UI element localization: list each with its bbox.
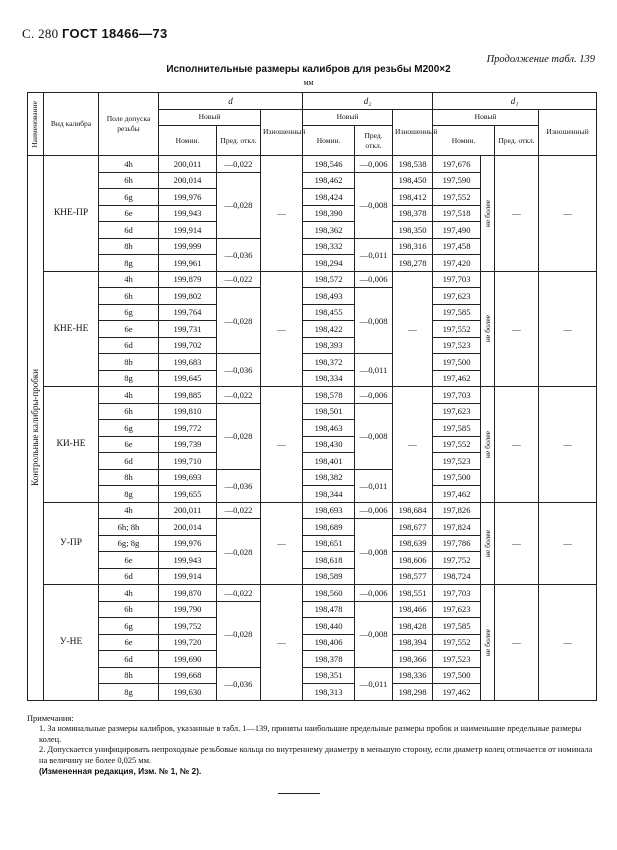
d2-deviation: —0,006 bbox=[355, 585, 393, 602]
tolerance-field: 8g bbox=[99, 255, 159, 272]
d2-nominal: 198,294 bbox=[303, 255, 355, 272]
d1-nominal: 197,703 bbox=[433, 387, 481, 404]
tolerance-field: 8h bbox=[99, 354, 159, 371]
d-worn: — bbox=[261, 156, 303, 272]
d1-nominal: 197,500 bbox=[433, 469, 481, 486]
col-d1-iznosh: Изношенный bbox=[539, 109, 597, 156]
tolerance-field: 8h bbox=[99, 667, 159, 684]
table-body bbox=[28, 156, 597, 701]
d-nominal: 199,943 bbox=[159, 205, 217, 222]
d2-worn: 198,350 bbox=[393, 222, 433, 239]
d2-nominal: 198,390 bbox=[303, 205, 355, 222]
d1-nominal: 197,552 bbox=[433, 634, 481, 651]
col-d1-novyi: Новый bbox=[433, 109, 539, 126]
d-nominal: 199,885 bbox=[159, 387, 217, 404]
d-nominal: 199,961 bbox=[159, 255, 217, 272]
d2-deviation: —0,008 bbox=[355, 601, 393, 667]
d1-limit-text: не более bbox=[483, 430, 493, 458]
d2-worn: 198,684 bbox=[393, 502, 433, 519]
d1-nominal: 197,752 bbox=[433, 552, 481, 569]
d-nominal: 199,752 bbox=[159, 618, 217, 635]
col-d2-novyi: Новый bbox=[303, 109, 393, 126]
col-d-nomin: Номин. bbox=[159, 126, 217, 156]
tolerance-field: 6d bbox=[99, 453, 159, 470]
col-d1-pred: Пред. откл. bbox=[495, 126, 539, 156]
d1-nominal: 198,724 bbox=[433, 568, 481, 585]
d-nominal: 199,976 bbox=[159, 535, 217, 552]
d2-deviation: —0,011 bbox=[355, 238, 393, 271]
d1-nominal: 197,552 bbox=[433, 189, 481, 206]
d1-limit-note bbox=[481, 585, 495, 701]
d2-nominal: 198,378 bbox=[303, 651, 355, 668]
d2-nominal: 198,406 bbox=[303, 634, 355, 651]
d1-nominal: 197,523 bbox=[433, 453, 481, 470]
d2-nominal: 198,440 bbox=[303, 618, 355, 635]
d-nominal: 199,764 bbox=[159, 304, 217, 321]
tolerance-field: 6h bbox=[99, 403, 159, 420]
col-d-iznosh: Изношенный bbox=[261, 109, 303, 156]
page-header bbox=[22, 26, 167, 42]
d2-nominal: 198,462 bbox=[303, 172, 355, 189]
col-d-novyi: Новый bbox=[159, 109, 261, 126]
d-nominal: 199,693 bbox=[159, 469, 217, 486]
d2-nominal: 198,618 bbox=[303, 552, 355, 569]
d1-nominal: 197,585 bbox=[433, 304, 481, 321]
tolerance-field: 6h bbox=[99, 172, 159, 189]
d1-nominal: 197,590 bbox=[433, 172, 481, 189]
footer-rule bbox=[278, 793, 320, 794]
d2-nominal: 198,560 bbox=[303, 585, 355, 602]
d2-nominal: 198,651 bbox=[303, 535, 355, 552]
tolerance-field: 6h bbox=[99, 601, 159, 618]
col-d1-nomin: Номин. bbox=[433, 126, 495, 156]
d2-worn: 198,412 bbox=[393, 189, 433, 206]
d2-worn: 198,428 bbox=[393, 618, 433, 635]
d2-deviation: —0,008 bbox=[355, 172, 393, 238]
d2-worn: 198,366 bbox=[393, 651, 433, 668]
d-deviation: —0,028 bbox=[217, 403, 261, 469]
d1-nominal: 197,703 bbox=[433, 271, 481, 288]
d1-nominal: 197,623 bbox=[433, 601, 481, 618]
table-row bbox=[28, 502, 597, 519]
d2-nominal: 198,589 bbox=[303, 568, 355, 585]
tolerance-field: 8h bbox=[99, 469, 159, 486]
tolerance-field: 8g bbox=[99, 486, 159, 503]
d2-deviation: —0,008 bbox=[355, 519, 393, 585]
d1-nominal: 197,518 bbox=[433, 205, 481, 222]
d1-limit-text: не более bbox=[483, 628, 493, 656]
d2-worn: 198,606 bbox=[393, 552, 433, 569]
d1-nominal: 197,826 bbox=[433, 502, 481, 519]
d1-worn: — bbox=[539, 271, 597, 387]
d-deviation: —0,022 bbox=[217, 585, 261, 602]
d1-nominal: 197,500 bbox=[433, 667, 481, 684]
tolerance-field: 6g bbox=[99, 304, 159, 321]
d-nominal: 199,790 bbox=[159, 601, 217, 618]
group-label-cell bbox=[28, 156, 44, 701]
d2-nominal: 198,578 bbox=[303, 387, 355, 404]
d-nominal: 199,683 bbox=[159, 354, 217, 371]
table-row bbox=[28, 156, 597, 173]
tolerance-field: 4h bbox=[99, 387, 159, 404]
d-deviation: —0,022 bbox=[217, 156, 261, 173]
d1-nominal: 197,420 bbox=[433, 255, 481, 272]
notes bbox=[27, 714, 596, 776]
d-deviation: —0,028 bbox=[217, 519, 261, 585]
note-1: 1. За номинальные размеры калибров, указанные в табл. 1—139, приняты наибольшие предельные размеры пробок и наименьшие предельные размеры колец. bbox=[39, 724, 582, 744]
tolerance-field: 6e bbox=[99, 552, 159, 569]
tolerance-field: 6g bbox=[99, 618, 159, 635]
d1-limit-note bbox=[481, 156, 495, 272]
col-d2-nomin: Номин. bbox=[303, 126, 355, 156]
d-nominal: 199,720 bbox=[159, 634, 217, 651]
notes-heading: Примечания: bbox=[27, 714, 74, 723]
page-number: С. 280 bbox=[22, 26, 59, 41]
d2-nominal: 198,422 bbox=[303, 321, 355, 338]
d2-nominal: 198,455 bbox=[303, 304, 355, 321]
tolerance-field: 6g; 8g bbox=[99, 535, 159, 552]
d1-nominal: 197,676 bbox=[433, 156, 481, 173]
d-deviation: —0,036 bbox=[217, 354, 261, 387]
d1-nominal: 197,552 bbox=[433, 436, 481, 453]
tolerance-field: 6d bbox=[99, 568, 159, 585]
d2-nominal: 198,313 bbox=[303, 684, 355, 701]
d2-deviation: —0,008 bbox=[355, 403, 393, 469]
d-nominal: 199,802 bbox=[159, 288, 217, 305]
tolerance-field: 6g bbox=[99, 189, 159, 206]
table-title: Исполнительные размеры калибров для резьбы М200×2 bbox=[166, 64, 451, 75]
d-deviation: —0,028 bbox=[217, 288, 261, 354]
d2-nominal: 198,344 bbox=[303, 486, 355, 503]
d1-deviation: — bbox=[495, 502, 539, 585]
gauge-dimensions-table bbox=[27, 92, 597, 701]
col-pole: Поле допуска резьбы bbox=[99, 93, 159, 156]
d2-nominal: 198,332 bbox=[303, 238, 355, 255]
d2-nominal: 198,478 bbox=[303, 601, 355, 618]
d2-nominal: 198,689 bbox=[303, 519, 355, 536]
d-nominal: 199,879 bbox=[159, 271, 217, 288]
col-naimenovanie: Наименование bbox=[28, 93, 44, 156]
d1-nominal: 197,824 bbox=[433, 519, 481, 536]
d1-limit-text: не более bbox=[483, 199, 493, 227]
d1-nominal: 197,623 bbox=[433, 403, 481, 420]
d1-limit-note bbox=[481, 502, 495, 585]
gauge-type: КИ-НЕ bbox=[44, 387, 99, 503]
d-nominal: 199,999 bbox=[159, 238, 217, 255]
tolerance-field: 8g bbox=[99, 684, 159, 701]
d2-nominal: 198,393 bbox=[303, 337, 355, 354]
d1-limit-text: не более bbox=[483, 529, 493, 557]
d2-nominal: 198,693 bbox=[303, 502, 355, 519]
table-header bbox=[28, 93, 597, 156]
d-nominal: 200,014 bbox=[159, 519, 217, 536]
d2-worn: 198,639 bbox=[393, 535, 433, 552]
tolerance-field: 6d bbox=[99, 651, 159, 668]
d1-nominal: 197,500 bbox=[433, 354, 481, 371]
tolerance-field: 4h bbox=[99, 502, 159, 519]
d2-nominal: 198,334 bbox=[303, 370, 355, 387]
d1-deviation: — bbox=[495, 585, 539, 701]
d-nominal: 200,011 bbox=[159, 156, 217, 173]
d2-deviation: —0,008 bbox=[355, 288, 393, 354]
d1-nominal: 197,623 bbox=[433, 288, 481, 305]
table-unit: мм bbox=[303, 78, 314, 87]
d2-worn: 198,677 bbox=[393, 519, 433, 536]
col-d: d bbox=[159, 93, 303, 110]
d1-limit-note bbox=[481, 271, 495, 387]
d1-deviation: — bbox=[495, 387, 539, 503]
group-label: Контрольные калибры-пробки bbox=[30, 369, 40, 487]
d-deviation: —0,036 bbox=[217, 667, 261, 700]
d2-worn: 198,336 bbox=[393, 667, 433, 684]
col-vid: Вид калибра bbox=[44, 93, 99, 156]
d2-nominal: 198,493 bbox=[303, 288, 355, 305]
d1-deviation: — bbox=[495, 156, 539, 272]
document-code: ГОСТ 18466—73 bbox=[62, 26, 168, 41]
tolerance-field: 4h bbox=[99, 271, 159, 288]
d2-worn: 198,298 bbox=[393, 684, 433, 701]
d-worn: — bbox=[261, 502, 303, 585]
note-2: 2. Допускается унифицировать непроходные резьбовые кольца по внутреннему диаметру в меньшую сторону, если диаметр колец отличается от номинала на величину не более 0,025 мм. bbox=[39, 745, 593, 765]
d2-nominal: 198,351 bbox=[303, 667, 355, 684]
d-deviation: —0,028 bbox=[217, 172, 261, 238]
d-nominal: 199,702 bbox=[159, 337, 217, 354]
d1-nominal: 197,523 bbox=[433, 337, 481, 354]
tolerance-field: 6g bbox=[99, 420, 159, 437]
d1-nominal: 197,462 bbox=[433, 684, 481, 701]
d1-worn: — bbox=[539, 585, 597, 701]
d2-worn: 198,394 bbox=[393, 634, 433, 651]
d2-deviation: —0,006 bbox=[355, 502, 393, 519]
d-nominal: 199,976 bbox=[159, 189, 217, 206]
d2-nominal: 198,362 bbox=[303, 222, 355, 239]
d1-nominal: 197,462 bbox=[433, 370, 481, 387]
d-nominal: 199,870 bbox=[159, 585, 217, 602]
d1-nominal: 197,490 bbox=[433, 222, 481, 239]
d1-nominal: 197,786 bbox=[433, 535, 481, 552]
tolerance-field: 6h bbox=[99, 288, 159, 305]
d2-nominal: 198,372 bbox=[303, 354, 355, 371]
d-nominal: 199,645 bbox=[159, 370, 217, 387]
d2-nominal: 198,463 bbox=[303, 420, 355, 437]
tolerance-field: 8h bbox=[99, 238, 159, 255]
d2-worn: 198,378 bbox=[393, 205, 433, 222]
tolerance-field: 6d bbox=[99, 222, 159, 239]
d-deviation: —0,022 bbox=[217, 502, 261, 519]
edition-note: (Измененная редакция, Изм. № 1, № 2). bbox=[39, 766, 202, 777]
d-nominal: 199,810 bbox=[159, 403, 217, 420]
d1-nominal: 197,458 bbox=[433, 238, 481, 255]
d2-nominal: 198,501 bbox=[303, 403, 355, 420]
d2-nominal: 198,430 bbox=[303, 436, 355, 453]
d-worn: — bbox=[261, 271, 303, 387]
d-deviation: —0,036 bbox=[217, 238, 261, 271]
table-continuation: Продолжение табл. 139 bbox=[486, 54, 595, 65]
d-nominal: 200,011 bbox=[159, 502, 217, 519]
d-nominal: 200,014 bbox=[159, 172, 217, 189]
table-row bbox=[28, 271, 597, 288]
col-d2: d₂ bbox=[303, 93, 433, 110]
d-nominal: 199,739 bbox=[159, 436, 217, 453]
table-row bbox=[28, 387, 597, 404]
d1-nominal: 197,462 bbox=[433, 486, 481, 503]
tolerance-field: 6e bbox=[99, 436, 159, 453]
d2-worn: 198,450 bbox=[393, 172, 433, 189]
d-deviation: —0,036 bbox=[217, 469, 261, 502]
tolerance-field: 6h; 8h bbox=[99, 519, 159, 536]
tolerance-field: 6e bbox=[99, 634, 159, 651]
d2-worn: 198,278 bbox=[393, 255, 433, 272]
d2-worn: 198,577 bbox=[393, 568, 433, 585]
d2-deviation: —0,011 bbox=[355, 667, 393, 700]
d2-deviation: —0,011 bbox=[355, 469, 393, 502]
d1-worn: — bbox=[539, 156, 597, 272]
d2-nominal: 198,572 bbox=[303, 271, 355, 288]
d-nominal: 199,943 bbox=[159, 552, 217, 569]
d-nominal: 199,914 bbox=[159, 568, 217, 585]
d-nominal: 199,690 bbox=[159, 651, 217, 668]
d2-worn: 198,551 bbox=[393, 585, 433, 602]
col-d2-iznosh: Изношенный bbox=[393, 109, 433, 156]
d-worn: — bbox=[261, 387, 303, 503]
d2-nominal: 198,382 bbox=[303, 469, 355, 486]
col-d1: d₁ bbox=[433, 93, 597, 110]
d1-nominal: 197,585 bbox=[433, 420, 481, 437]
d2-nominal: 198,401 bbox=[303, 453, 355, 470]
d2-worn: 198,466 bbox=[393, 601, 433, 618]
d1-worn: — bbox=[539, 387, 597, 503]
d1-nominal: 197,703 bbox=[433, 585, 481, 602]
tolerance-field: 4h bbox=[99, 585, 159, 602]
d2-nominal: 198,424 bbox=[303, 189, 355, 206]
d-deviation: —0,022 bbox=[217, 271, 261, 288]
col-d-pred: Пред. откл. bbox=[217, 126, 261, 156]
d2-nominal: 198,546 bbox=[303, 156, 355, 173]
d2-deviation: —0,006 bbox=[355, 387, 393, 404]
d-nominal: 199,668 bbox=[159, 667, 217, 684]
gauge-type: КНЕ-НЕ bbox=[44, 271, 99, 387]
d1-nominal: 197,552 bbox=[433, 321, 481, 338]
d-nominal: 199,655 bbox=[159, 486, 217, 503]
d1-nominal: 197,523 bbox=[433, 651, 481, 668]
tolerance-field: 4h bbox=[99, 156, 159, 173]
gauge-type: У-НЕ bbox=[44, 585, 99, 701]
d2-worn: — bbox=[393, 387, 433, 503]
tolerance-field: 6e bbox=[99, 321, 159, 338]
col-d2-pred: Пред. откл. bbox=[355, 126, 393, 156]
d2-deviation: —0,006 bbox=[355, 271, 393, 288]
d-worn: — bbox=[261, 585, 303, 701]
d1-limit-note bbox=[481, 387, 495, 503]
d1-worn: — bbox=[539, 502, 597, 585]
d-nominal: 199,772 bbox=[159, 420, 217, 437]
d1-deviation: — bbox=[495, 271, 539, 387]
d2-deviation: —0,006 bbox=[355, 156, 393, 173]
d-deviation: —0,022 bbox=[217, 387, 261, 404]
d2-worn: — bbox=[393, 271, 433, 387]
gauge-type: У-ПР bbox=[44, 502, 99, 585]
d-nominal: 199,630 bbox=[159, 684, 217, 701]
tolerance-field: 6d bbox=[99, 337, 159, 354]
gauge-type: КНЕ-ПР bbox=[44, 156, 99, 272]
d-nominal: 199,710 bbox=[159, 453, 217, 470]
tolerance-field: 8g bbox=[99, 370, 159, 387]
tolerance-field: 6e bbox=[99, 205, 159, 222]
table-row bbox=[28, 585, 597, 602]
d2-worn: 198,316 bbox=[393, 238, 433, 255]
d1-nominal: 197,585 bbox=[433, 618, 481, 635]
d-nominal: 199,914 bbox=[159, 222, 217, 239]
d2-deviation: —0,011 bbox=[355, 354, 393, 387]
d-nominal: 199,731 bbox=[159, 321, 217, 338]
d2-worn: 198,538 bbox=[393, 156, 433, 173]
d1-limit-text: не более bbox=[483, 315, 493, 343]
d-deviation: —0,028 bbox=[217, 601, 261, 667]
